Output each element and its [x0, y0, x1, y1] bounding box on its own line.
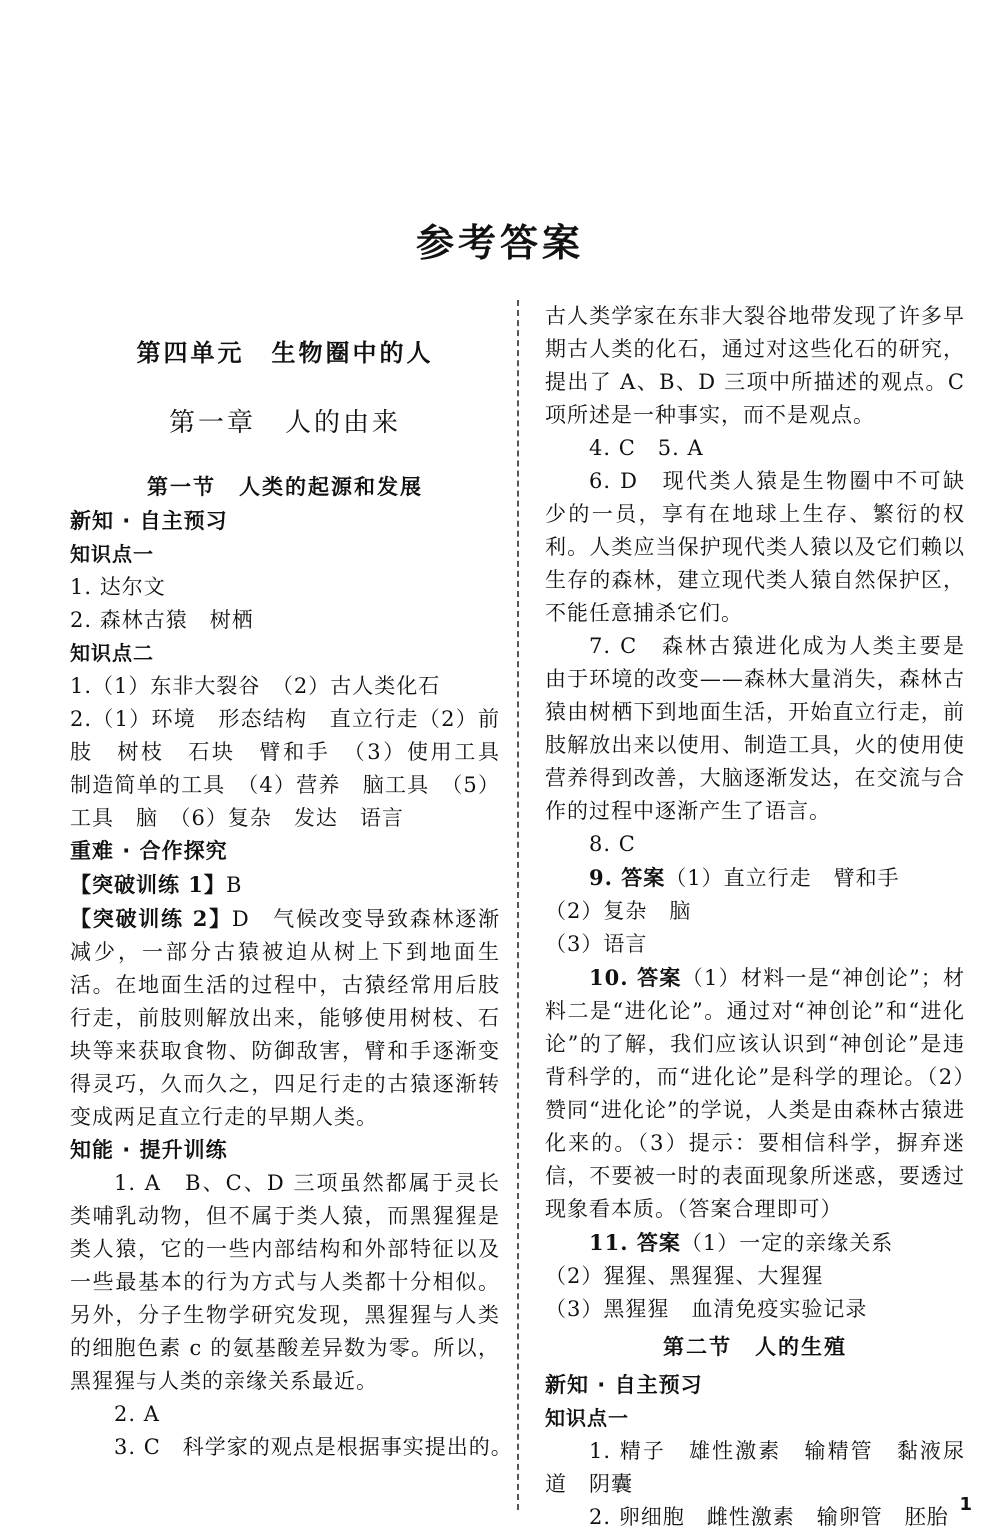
kp1-item-1: 1. 达尔文 [70, 575, 166, 599]
unit-title: 第四单元 生物圈中的人 [136, 338, 434, 367]
question-10-text: （1）材料一是“神创论”；材料二是“进化论”。通过对“神创论”和“进化论”的了解，我们应该认识到“神创论”是违背科学的，而“进化论”是科学的理论。（2）赞同“进化论”的学说，人类是由森林古猿进化来的。（3）提示：要相信科学，摒弃迷信，不要被一时的表面现象所迷惑，要透过现象看本质。（答案合理即可） [545, 966, 965, 1221]
question-11-part-1: （1）一定的亲缘关系 [680, 1231, 894, 1255]
page-title: 参考答案 [415, 220, 584, 265]
question-2: 2. A [114, 1402, 160, 1426]
section-2-kp1-item-2: 2. 卵细胞 雌性激素 输卵管 胚胎 [589, 1505, 949, 1529]
question-9-label: 9. 答案 [589, 865, 666, 890]
question-1: 1. A B、C、D 三项虽然都属于灵长类哺乳动物，但不属于类人猿，而黑猩猩是类人猿，它的一些内部结构和外部特征以及一些最基本的行为方式与人类都十分相似。另外，分子生物学研究发现，黑猩猩与人类的细胞色素 c 的氨基酸差异数为零。所以，黑猩猩与人类的亲缘关系最近。 [70, 1171, 500, 1393]
kp1-item-2: 2. 森林古猿 树栖 [70, 608, 254, 632]
question-10 [545, 961, 965, 1226]
question-9-part-1: （1）直立行走 臂和手 [665, 866, 900, 890]
question-11-part-3: （3）黑猩猩 血清免疫实验记录 [545, 1297, 868, 1321]
question-4-5: 4. C 5. A [589, 436, 704, 460]
question-11 [545, 1226, 965, 1260]
breakthrough-2-label: 【突破训练 2】 [70, 906, 232, 931]
column-divider [517, 300, 519, 1510]
section-2-kp1-item-1: 1. 精子 雄性激素 输精管 黏液尿道 阴囊 [545, 1439, 965, 1496]
breakthrough-1-answer: B [225, 873, 243, 897]
chapter-title: 第一章 人的由来 [168, 408, 401, 438]
right-column [545, 300, 965, 1534]
question-9-part-2: （2）复杂 脑 [545, 899, 692, 923]
question-3: 3. C 科学家的观点是根据事实提出的。 [114, 1435, 513, 1459]
question-6: 6. D 现代类人猿是生物圈中不可缺少的一员，享有在地球上生存、繁衍的权利。人类应当保护现代类人猿以及它们赖以生存的森林，建立现代类人猿自然保护区，不能任意捕杀它们。 [545, 469, 965, 625]
left-column [70, 330, 522, 1464]
question-10-label: 10. 答案 [589, 965, 682, 990]
question-9-part-3: （3）语言 [545, 932, 648, 956]
kp1-heading: 知识点一 [70, 542, 154, 566]
question-7: 7. C 森林古猿进化成为人类主要是由于环境的改变——森林大量消失，森林古猿由树栖下到地面生活，开始直立行走，前肢解放出来以使用、制造工具，火的使用使营养得到改善，大脑逐渐发达，在交流与合作的过程中逐渐产生了语言。 [545, 634, 965, 823]
breakthrough-2 [70, 902, 500, 1134]
breakthrough-1 [70, 868, 500, 902]
kp2-item-1: 1.（1）东非大裂谷 （2）古人类化石 [70, 674, 441, 698]
question-9 [545, 861, 965, 895]
question-11-part-2: （2）猩猩、黑猩猩、大猩猩 [545, 1264, 824, 1288]
section-2-title: 第二节 人的生殖 [663, 1334, 847, 1359]
preview-heading: 新知 · 自主预习 [70, 509, 228, 533]
question-11-label: 11. 答案 [589, 1230, 681, 1255]
section-title: 第一节 人类的起源和发展 [147, 474, 423, 499]
question-3-continued: 古人类学家在东非大裂谷地带发现了许多早期古人类的化石，通过对这些化石的研究，提出了 A、B、D 三项中所描述的观点。C 项所述是一种事实，而不是观点。 [545, 304, 965, 427]
kp2-item-2: 2.（1）环境 形态结构 直立行走（2）前肢 树枝 石块 臂和手 （3）使用工具 制造简单的工具 （4）营养 脑工具 （5）工具 脑 （6）复杂 发达 语言 [70, 707, 522, 830]
explore-heading: 重难 · 合作探究 [70, 839, 228, 863]
breakthrough-1-label: 【突破训练 1】 [70, 872, 226, 897]
breakthrough-2-text: D 气候改变导致森林逐渐减少，一部分古猿被迫从树上下到地面生活。在地面生活的过程中，古猿经常用后肢行走，前肢则解放出来，能够使用树枝、石块等来获取食物、防御敌害，臂和手逐渐变得灵巧，久而久之，四足行走的古猿逐渐转变成两足直立行走的早期人类。 [70, 907, 500, 1129]
preview-heading-2: 新知 · 自主预习 [545, 1373, 703, 1397]
kp2-heading: 知识点二 [70, 641, 154, 665]
section-2-kp1-heading: 知识点一 [545, 1406, 629, 1430]
question-8: 8. C [589, 832, 636, 856]
training-heading: 知能 · 提升训练 [70, 1138, 228, 1162]
page-number: 1 [959, 1494, 972, 1515]
